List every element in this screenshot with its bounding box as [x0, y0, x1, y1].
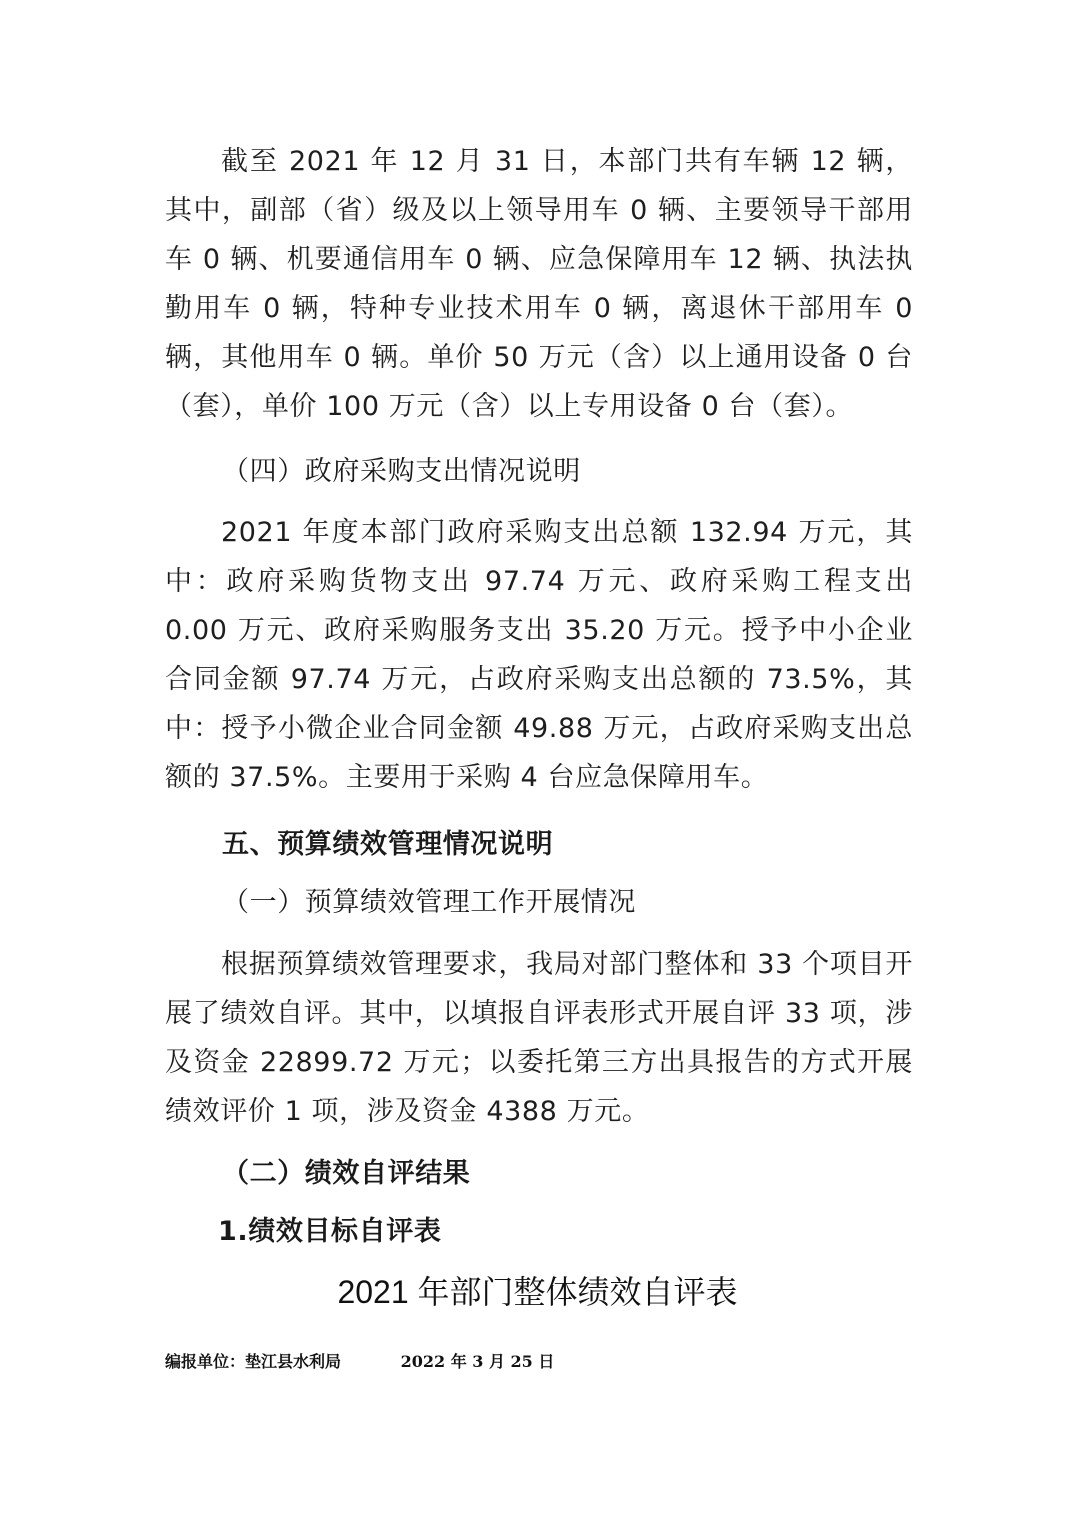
procurement-heading: （四）政府采购支出情况说明 — [222, 456, 581, 487]
report-date: 2022 年 3 月 25 日 — [400, 1352, 555, 1371]
section5-heading: 五、预算绩效管理情况说明 — [222, 829, 554, 860]
table-title: 2021 年部门整体绩效自评表 — [337, 1274, 738, 1310]
vehicles-paragraph: 截至 2021 年 12 月 31 日，本部门共有车辆 12 辆，其中，副部（省）级及以上领导用车 0 辆、主要领导干部用车 0 辆、机要通信用车 0 辆、应急保障用车 12 辆、执法执勤用车 0 辆，特种专业技术用车 0 辆，离退休干部用车 0 辆，其他用车 0 辆。单价 50 万元（含）以上通用设备 0 台（套），单价 100 万元（含）以上专用设备 0 台（套）。 — [165, 146, 913, 422]
perf-work-heading: （一）预算绩效管理工作开展情况 — [222, 887, 636, 918]
unit-label: 编报单位：垫江县水利局 — [165, 1352, 342, 1371]
procurement-paragraph: 2021 年度本部门政府采购支出总额 132.94 万元，其中：政府采购货物支出 97.74 万元、政府采购工程支出 0.00 万元、政府采购服务支出 35.20 万元。授予中小企业合同金额 97.74 万元，占政府采购支出总额的 73.5%，其中：授予小微企业合同金额 49.88 万元，占政府采购支出总额的 37.5%。主要用于采购 4 台应急保障用车。 — [165, 517, 913, 793]
target-table-heading: 1.绩效目标自评表 — [218, 1216, 442, 1247]
table-meta — [165, 1350, 554, 1374]
self-eval-heading: （二）绩效自评结果 — [222, 1158, 471, 1189]
perf-work-paragraph: 根据预算绩效管理要求，我局对部门整体和 33 个项目开展了绩效自评。其中，以填报自评表形式开展自评 33 项，涉及资金 22899.72 万元；以委托第三方出具报告的方式开展绩效评价 1 项，涉及资金 4388 万元。 — [165, 949, 913, 1127]
